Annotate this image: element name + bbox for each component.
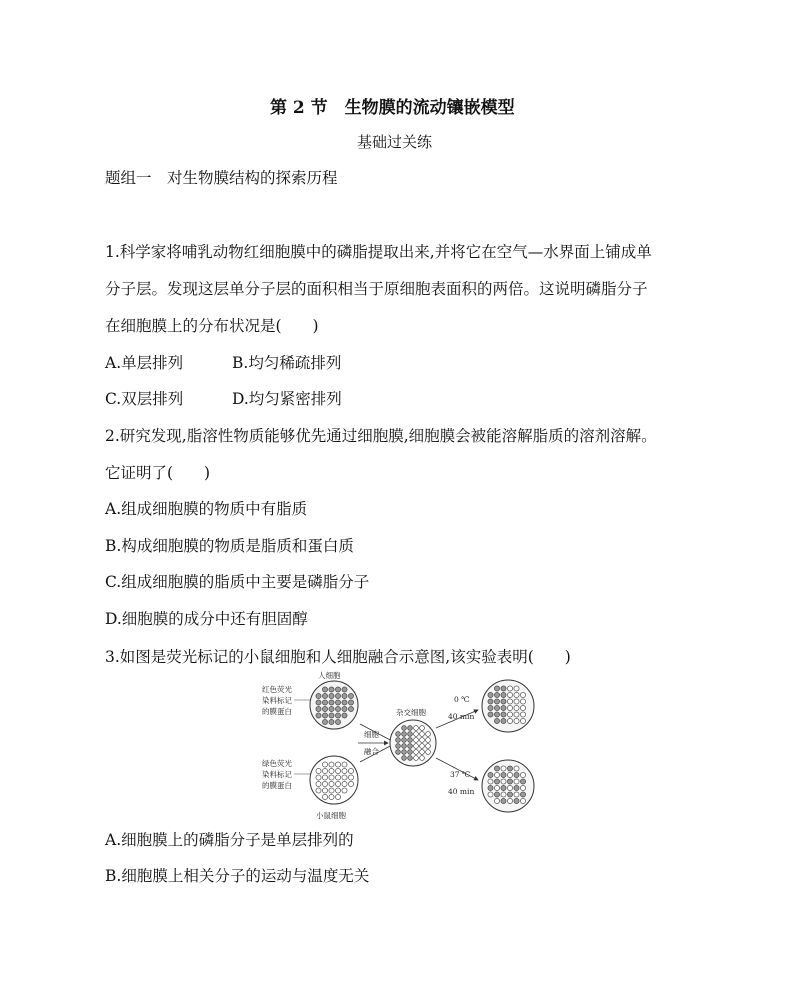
membrane-protein-dot <box>396 738 401 743</box>
membrane-protein-dot <box>322 713 327 718</box>
membrane-protein-dot <box>316 693 321 698</box>
membrane-protein-dot <box>329 687 334 692</box>
membrane-protein-dot <box>322 775 327 780</box>
q2-option-a: A.组成细胞膜的物质中有脂质 <box>105 500 308 518</box>
membrane-protein-dot <box>494 686 499 691</box>
membrane-protein-dot <box>322 687 327 692</box>
membrane-protein-dot <box>342 768 347 773</box>
membrane-protein-dot <box>408 738 413 743</box>
membrane-protein-dot <box>322 700 327 705</box>
membrane-protein-dot <box>494 785 499 790</box>
membrane-protein-dot <box>335 700 340 705</box>
membrane-protein-dot <box>335 768 340 773</box>
membrane-protein-dot <box>396 732 401 737</box>
membrane-protein-dot <box>514 686 519 691</box>
membrane-protein-dot <box>507 712 512 717</box>
membrane-protein-dot <box>520 712 525 717</box>
membrane-protein-dot <box>501 766 506 771</box>
membrane-protein-dot <box>414 726 419 731</box>
membrane-protein-dot <box>501 705 506 710</box>
membrane-protein-dot <box>507 705 512 710</box>
membrane-protein-dot <box>402 756 407 761</box>
membrane-protein-dot <box>514 785 519 790</box>
membrane-protein-dot <box>396 744 401 749</box>
q1-line-3: 在细胞膜上的分布状况是( ) <box>105 317 319 335</box>
membrane-protein-dot <box>494 766 499 771</box>
red-label-1: 红色荧光 <box>262 685 292 694</box>
membrane-protein-dot <box>520 792 525 797</box>
membrane-protein-dot <box>342 687 347 692</box>
membrane-protein-dot <box>335 713 340 718</box>
membrane-protein-dot <box>514 772 519 777</box>
membrane-protein-dot <box>514 766 519 771</box>
membrane-protein-dot <box>520 692 525 697</box>
membrane-protein-dot <box>426 738 431 743</box>
membrane-protein-dot <box>501 712 506 717</box>
membrane-protein-dot <box>329 775 334 780</box>
membrane-protein-dot <box>414 732 419 737</box>
membrane-protein-dot <box>520 718 525 723</box>
membrane-protein-dot <box>507 686 512 691</box>
membrane-protein-dot <box>335 788 340 793</box>
membrane-protein-dot <box>322 781 327 786</box>
membrane-protein-dot <box>501 692 506 697</box>
hybrid-cell-label: 杂交细胞 <box>396 708 426 717</box>
membrane-protein-dot <box>342 775 347 780</box>
membrane-protein-dot <box>520 772 525 777</box>
membrane-protein-dot <box>514 779 519 784</box>
membrane-protein-dot <box>501 772 506 777</box>
q3-line-1: 3.如图是荧光标记的小鼠细胞和人细胞融合示意图,该实验表明( ) <box>105 648 571 666</box>
membrane-protein-dot <box>322 788 327 793</box>
q1-option-b: B.均匀稀疏排列 <box>232 354 342 372</box>
membrane-protein-dot <box>507 779 512 784</box>
membrane-protein-dot <box>501 785 506 790</box>
membrane-protein-dot <box>494 779 499 784</box>
membrane-protein-dot <box>494 772 499 777</box>
membrane-protein-dot <box>342 700 347 705</box>
membrane-protein-dot <box>322 706 327 711</box>
q1-option-d: D.均匀紧密排列 <box>232 390 342 408</box>
membrane-protein-dot <box>520 798 525 803</box>
cell-fusion-figure <box>258 668 558 823</box>
membrane-protein-dot <box>488 712 493 717</box>
membrane-protein-dot <box>507 798 512 803</box>
membrane-protein-dot <box>501 792 506 797</box>
membrane-protein-dot <box>322 719 327 724</box>
membrane-protein-dot <box>488 705 493 710</box>
membrane-protein-dot <box>402 732 407 737</box>
membrane-protein-dot <box>335 687 340 692</box>
membrane-protein-dot <box>408 750 413 755</box>
membrane-protein-dot <box>488 785 493 790</box>
membrane-protein-dot <box>408 726 413 731</box>
membrane-protein-dot <box>329 713 334 718</box>
membrane-protein-dot <box>408 756 413 761</box>
membrane-protein-dot <box>494 692 499 697</box>
membrane-protein-dot <box>348 700 353 705</box>
membrane-protein-dot <box>316 788 321 793</box>
membrane-protein-dot <box>322 768 327 773</box>
red-label-3: 的膜蛋白 <box>262 707 292 716</box>
membrane-protein-dot <box>316 706 321 711</box>
membrane-protein-dot <box>414 744 419 749</box>
membrane-protein-dot <box>501 779 506 784</box>
q3-option-a: A.细胞膜上的磷脂分子是单层排列的 <box>105 831 354 849</box>
membrane-protein-dot <box>396 750 401 755</box>
membrane-protein-dot <box>342 781 347 786</box>
membrane-protein-dot <box>342 706 347 711</box>
membrane-protein-dot <box>342 693 347 698</box>
membrane-protein-dot <box>335 706 340 711</box>
membrane-protein-dot <box>494 712 499 717</box>
membrane-protein-dot <box>501 798 506 803</box>
membrane-protein-dot <box>316 781 321 786</box>
q2-line-1: 2.研究发现,脂溶性物质能够优先通过细胞膜,细胞膜会被能溶解脂质的溶剂溶解。 <box>105 427 657 445</box>
green-label-2: 染料标记 <box>262 770 292 779</box>
membrane-protein-dot <box>426 732 431 737</box>
membrane-protein-dot <box>348 768 353 773</box>
membrane-protein-dot <box>426 744 431 749</box>
membrane-protein-dot <box>520 705 525 710</box>
membrane-protein-dot <box>342 788 347 793</box>
membrane-protein-dot <box>507 772 512 777</box>
membrane-protein-dot <box>316 775 321 780</box>
membrane-protein-dot <box>329 719 334 724</box>
q1-option-c: C.双层排列 <box>105 390 184 408</box>
membrane-protein-dot <box>402 744 407 749</box>
green-label-3: 的膜蛋白 <box>262 781 292 790</box>
membrane-protein-dot <box>322 794 327 799</box>
membrane-protein-dot <box>329 768 334 773</box>
group-heading: 题组一 对生物膜结构的探索历程 <box>105 169 338 187</box>
q3-option-b: B.细胞膜上相关分子的运动与温度无关 <box>105 867 370 885</box>
membrane-protein-dot <box>420 726 425 731</box>
membrane-protein-dot <box>342 713 347 718</box>
membrane-protein-dot <box>488 692 493 697</box>
q2-option-c: C.组成细胞膜的脂质中主要是磷脂分子 <box>105 573 370 591</box>
membrane-protein-dot <box>335 781 340 786</box>
membrane-protein-dot <box>329 794 334 799</box>
membrane-protein-dot <box>501 699 506 704</box>
membrane-protein-dot <box>488 772 493 777</box>
membrane-protein-dot <box>316 768 321 773</box>
membrane-protein-dot <box>514 792 519 797</box>
membrane-protein-dot <box>494 705 499 710</box>
membrane-protein-dot <box>507 766 512 771</box>
membrane-protein-dot <box>488 779 493 784</box>
membrane-protein-dot <box>402 738 407 743</box>
membrane-protein-dot <box>514 712 519 717</box>
membrane-protein-dot <box>501 686 506 691</box>
membrane-protein-dot <box>514 692 519 697</box>
temp-0c-label: 0 ℃ <box>454 695 470 704</box>
q2-line-2: 它证明了( ) <box>105 464 211 482</box>
membrane-protein-dot <box>514 718 519 723</box>
membrane-protein-dot <box>520 779 525 784</box>
membrane-protein-dot <box>420 756 425 761</box>
membrane-protein-dot <box>494 699 499 704</box>
membrane-protein-dot <box>420 750 425 755</box>
membrane-protein-dot <box>335 775 340 780</box>
membrane-protein-dot <box>507 792 512 797</box>
membrane-protein-dot <box>408 732 413 737</box>
membrane-protein-dot <box>514 705 519 710</box>
membrane-protein-dot <box>494 798 499 803</box>
membrane-protein-dot <box>329 762 334 767</box>
red-label-2: 染料标记 <box>262 696 292 705</box>
membrane-protein-dot <box>335 693 340 698</box>
membrane-protein-dot <box>402 750 407 755</box>
time-37c-label: 40 min <box>448 787 475 796</box>
membrane-protein-dot <box>329 788 334 793</box>
membrane-protein-dot <box>329 706 334 711</box>
fusion-label-1: 细胞 <box>364 730 379 739</box>
membrane-protein-dot <box>414 750 419 755</box>
membrane-protein-dot <box>488 792 493 797</box>
membrane-protein-dot <box>335 719 340 724</box>
membrane-protein-dot <box>348 693 353 698</box>
membrane-protein-dot <box>329 781 334 786</box>
membrane-protein-dot <box>507 692 512 697</box>
membrane-protein-dot <box>507 718 512 723</box>
membrane-protein-dot <box>329 693 334 698</box>
membrane-protein-dot <box>316 700 321 705</box>
membrane-protein-dot <box>348 775 353 780</box>
human-cell-label: 人细胞 <box>318 671 341 680</box>
membrane-protein-dot <box>514 798 519 803</box>
membrane-protein-dot <box>414 738 419 743</box>
membrane-protein-dot <box>420 732 425 737</box>
green-label-1: 绿色荧光 <box>262 759 292 768</box>
membrane-protein-dot <box>408 744 413 749</box>
membrane-protein-dot <box>316 713 321 718</box>
membrane-protein-dot <box>348 706 353 711</box>
membrane-protein-dot <box>335 794 340 799</box>
membrane-protein-dot <box>322 762 327 767</box>
membrane-protein-dot <box>426 750 431 755</box>
hybrid-cell <box>390 720 436 766</box>
membrane-protein-dot <box>420 738 425 743</box>
membrane-protein-dot <box>342 762 347 767</box>
section-title: 第 2 节 生物膜的流动镶嵌模型 <box>270 98 515 118</box>
membrane-protein-dot <box>501 718 506 723</box>
membrane-protein-dot <box>420 744 425 749</box>
membrane-protein-dot <box>322 693 327 698</box>
membrane-protein-dot <box>520 785 525 790</box>
mouse-cell-label: 小鼠细胞 <box>316 811 346 820</box>
temp-37c-label: 37 ℃ <box>450 770 471 779</box>
membrane-protein-dot <box>494 792 499 797</box>
membrane-protein-dot <box>494 718 499 723</box>
membrane-protein-dot <box>520 699 525 704</box>
q1-line-1: 1.科学家将哺乳动物红细胞膜中的磷脂提取出来,并将它在空气—水界面上铺成单 <box>105 243 652 261</box>
membrane-protein-dot <box>507 699 512 704</box>
membrane-protein-dot <box>488 699 493 704</box>
q2-option-b: B.构成细胞膜的物质是脂质和蛋白质 <box>105 537 354 555</box>
membrane-protein-dot <box>514 699 519 704</box>
membrane-protein-dot <box>402 726 407 731</box>
membrane-protein-dot <box>335 762 340 767</box>
membrane-protein-dot <box>329 700 334 705</box>
subtitle: 基础过关练 <box>357 133 433 151</box>
q1-line-2: 分子层。发现这层单分子层的面积相当于原细胞表面积的两倍。这说明磷脂分子 <box>105 280 648 298</box>
time-0c-label: 40 min <box>448 712 475 721</box>
membrane-protein-dot <box>348 781 353 786</box>
fusion-label-2: 融合 <box>364 747 379 756</box>
q1-option-a: A.单层排列 <box>105 354 184 372</box>
membrane-protein-dot <box>414 756 419 761</box>
membrane-protein-dot <box>507 785 512 790</box>
q2-option-d: D.细胞膜的成分中还有胆固醇 <box>105 610 308 628</box>
